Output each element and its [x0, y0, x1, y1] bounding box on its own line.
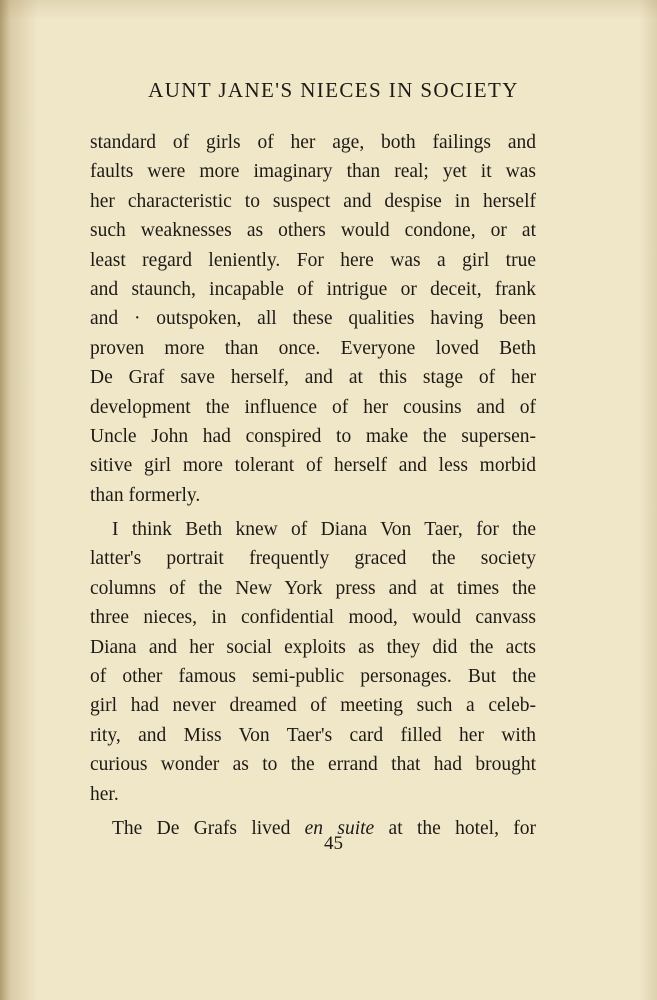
text-line: least regard leniently. For here was a girl true: [90, 249, 536, 271]
text-line: proven more than once. Everyone loved Beth: [90, 337, 536, 359]
text-line: columns of the New York press and at times the: [90, 577, 536, 599]
text-line: her.: [90, 783, 119, 805]
text-line: and staunch, incapable of intrigue or deceit, frank: [90, 278, 536, 300]
text-line: Uncle John had conspired to make the supersen-: [90, 425, 536, 447]
text-line: three nieces, in confidential mood, would canvass: [90, 607, 536, 629]
running-head: AUNT JANE'S NIECES IN SOCIETY: [148, 78, 519, 102]
text-line: and · outspoken, all these qualities having been: [90, 308, 536, 330]
page-number: 45: [324, 833, 343, 854]
text-line: faults were more imaginary than real; yet it was: [90, 161, 536, 183]
body-text: [90, 128, 536, 843]
paragraph-1: [90, 128, 536, 510]
italic-text: en suite: [304, 817, 375, 839]
text-line: her characteristic to suspect and despise in herself: [90, 190, 536, 212]
text-line: than formerly.: [90, 484, 201, 506]
text-line: Diana and her social exploits as they did the acts: [90, 636, 536, 658]
text-line: of other famous semi-public personages. But the: [90, 666, 536, 688]
text-line: girl had never dreamed of meeting such a celeb-: [90, 695, 536, 717]
text-line: De Graf save herself, and at this stage of her: [90, 367, 536, 389]
text-line: such weaknesses as others would condone, or at: [90, 220, 536, 242]
text-line: I think Beth knew of Diana Von Taer, for the: [112, 519, 536, 541]
text-line: curious wonder as to the errand that had brought: [90, 754, 536, 776]
text-run: The De Grafs lived: [112, 817, 291, 839]
text-run: at the hotel, for: [388, 817, 537, 839]
text-line: sitive girl more tolerant of herself and less morbid: [90, 455, 536, 477]
text-line: standard of girls of her age, both failings and: [90, 132, 536, 153]
paragraph-2: [90, 515, 536, 809]
text-line: latter's portrait frequently graced the society: [90, 548, 536, 570]
text-line: development the influence of her cousins and of: [90, 396, 536, 418]
text-line: rity, and Miss Von Taer's card filled her with: [90, 724, 536, 746]
